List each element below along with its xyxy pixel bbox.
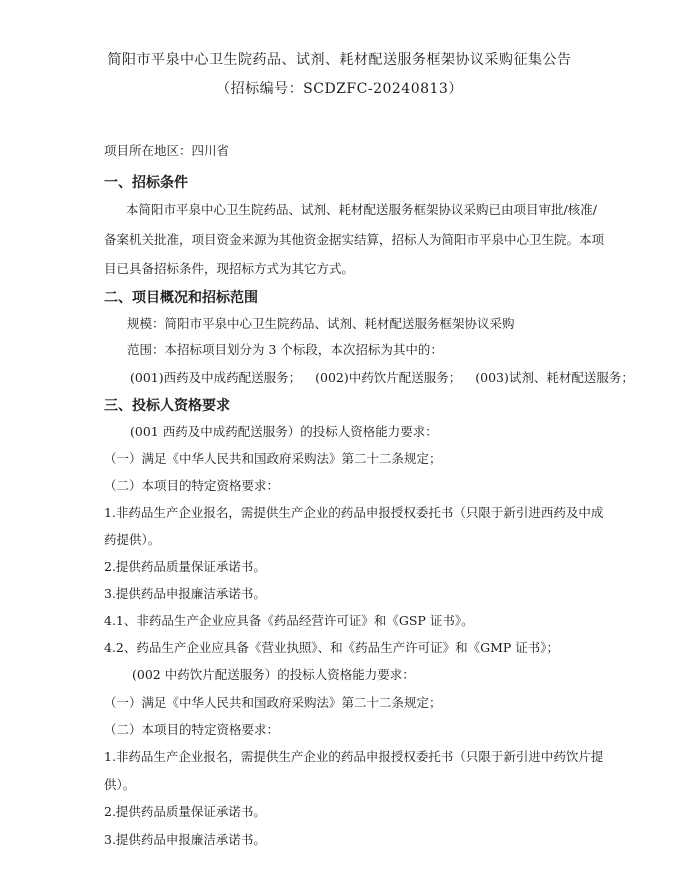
scope-line: 范围：本招标项目划分为 3 个标段，本次招标为其中的： [127, 342, 443, 357]
scale-line: 规模：简阳市平泉中心卫生院药品、试剂、耗材配送服务框架协议采购 [127, 316, 515, 331]
lot-item: (002)中药饮片配送服务； [315, 370, 462, 385]
requirement-item: 供）。 [104, 777, 136, 792]
requirement-item: 4.1、非药品生产企业应具备《药品经营许可证》和《GSP 证书》。 [104, 613, 474, 628]
requirement-item: （一）满足《中华人民共和国政府采购法》第二十二条规定； [104, 695, 442, 710]
requirement-item: 1.非药品生产企业报名，需提供生产企业的药品申报授权委托书（只限于新引进中药饮片提 [104, 749, 604, 764]
group-intro: (001 西药及中成药配送服务）的投标人资格能力要求： [130, 424, 438, 439]
lot-item: (001)西药及中成药配送服务； [130, 370, 302, 385]
region-line: 项目所在地区：四川省 [104, 143, 230, 158]
requirement-item: （二）本项目的特定资格要求： [104, 478, 280, 493]
requirement-item: 药提供）。 [104, 532, 161, 547]
document-title: 简阳市平泉中心卫生院药品、试剂、耗材配送服务框架协议采购征集公告 [107, 52, 572, 68]
requirement-item: 1.非药品生产企业报名，需提供生产企业的药品申报授权委托书（只限于新引进西药及中成 [104, 505, 604, 520]
requirement-item: （一）满足《中华人民共和国政府采购法》第二十二条规定； [104, 451, 442, 466]
requirement-item: 2.提供药品质量保证承诺书。 [104, 559, 266, 574]
section-heading-2: 二、项目概况和招标范围 [104, 290, 258, 306]
requirement-item: 2.提供药品质量保证承诺书。 [104, 804, 266, 819]
requirement-item: 3.提供药品申报廉洁承诺书。 [104, 832, 266, 847]
section-heading-1: 一、招标条件 [104, 175, 188, 191]
paragraph-line: 本简阳市平泉中心卫生院药品、试剂、耗材配送服务框架协议采购已由项目审批/核准/ [126, 202, 597, 217]
group-intro: (002 中药饮片配送服务）的投标人资格能力要求： [132, 667, 415, 682]
tender-number: （招标编号：SCDZFC-20240813） [216, 81, 463, 97]
paragraph-line: 目已具备招标条件，现招标方式为其它方式。 [104, 261, 355, 276]
lots-line [130, 370, 634, 386]
paragraph-line: 备案机关批准，项目资金来源为其他资金据实结算，招标人为简阳市平泉中心卫生院。本项 [104, 232, 605, 247]
requirement-item: （二）本项目的特定资格要求： [104, 722, 280, 737]
lot-item: (003)试剂、耗材配送服务； [475, 370, 634, 385]
requirement-item: 3.提供药品申报廉洁承诺书。 [104, 586, 266, 601]
section-heading-3: 三、投标人资格要求 [104, 398, 230, 414]
requirement-item: 4.2、药品生产企业应具备《营业执照》、和《药品生产许可证》和《GMP 证书》； [104, 640, 560, 655]
